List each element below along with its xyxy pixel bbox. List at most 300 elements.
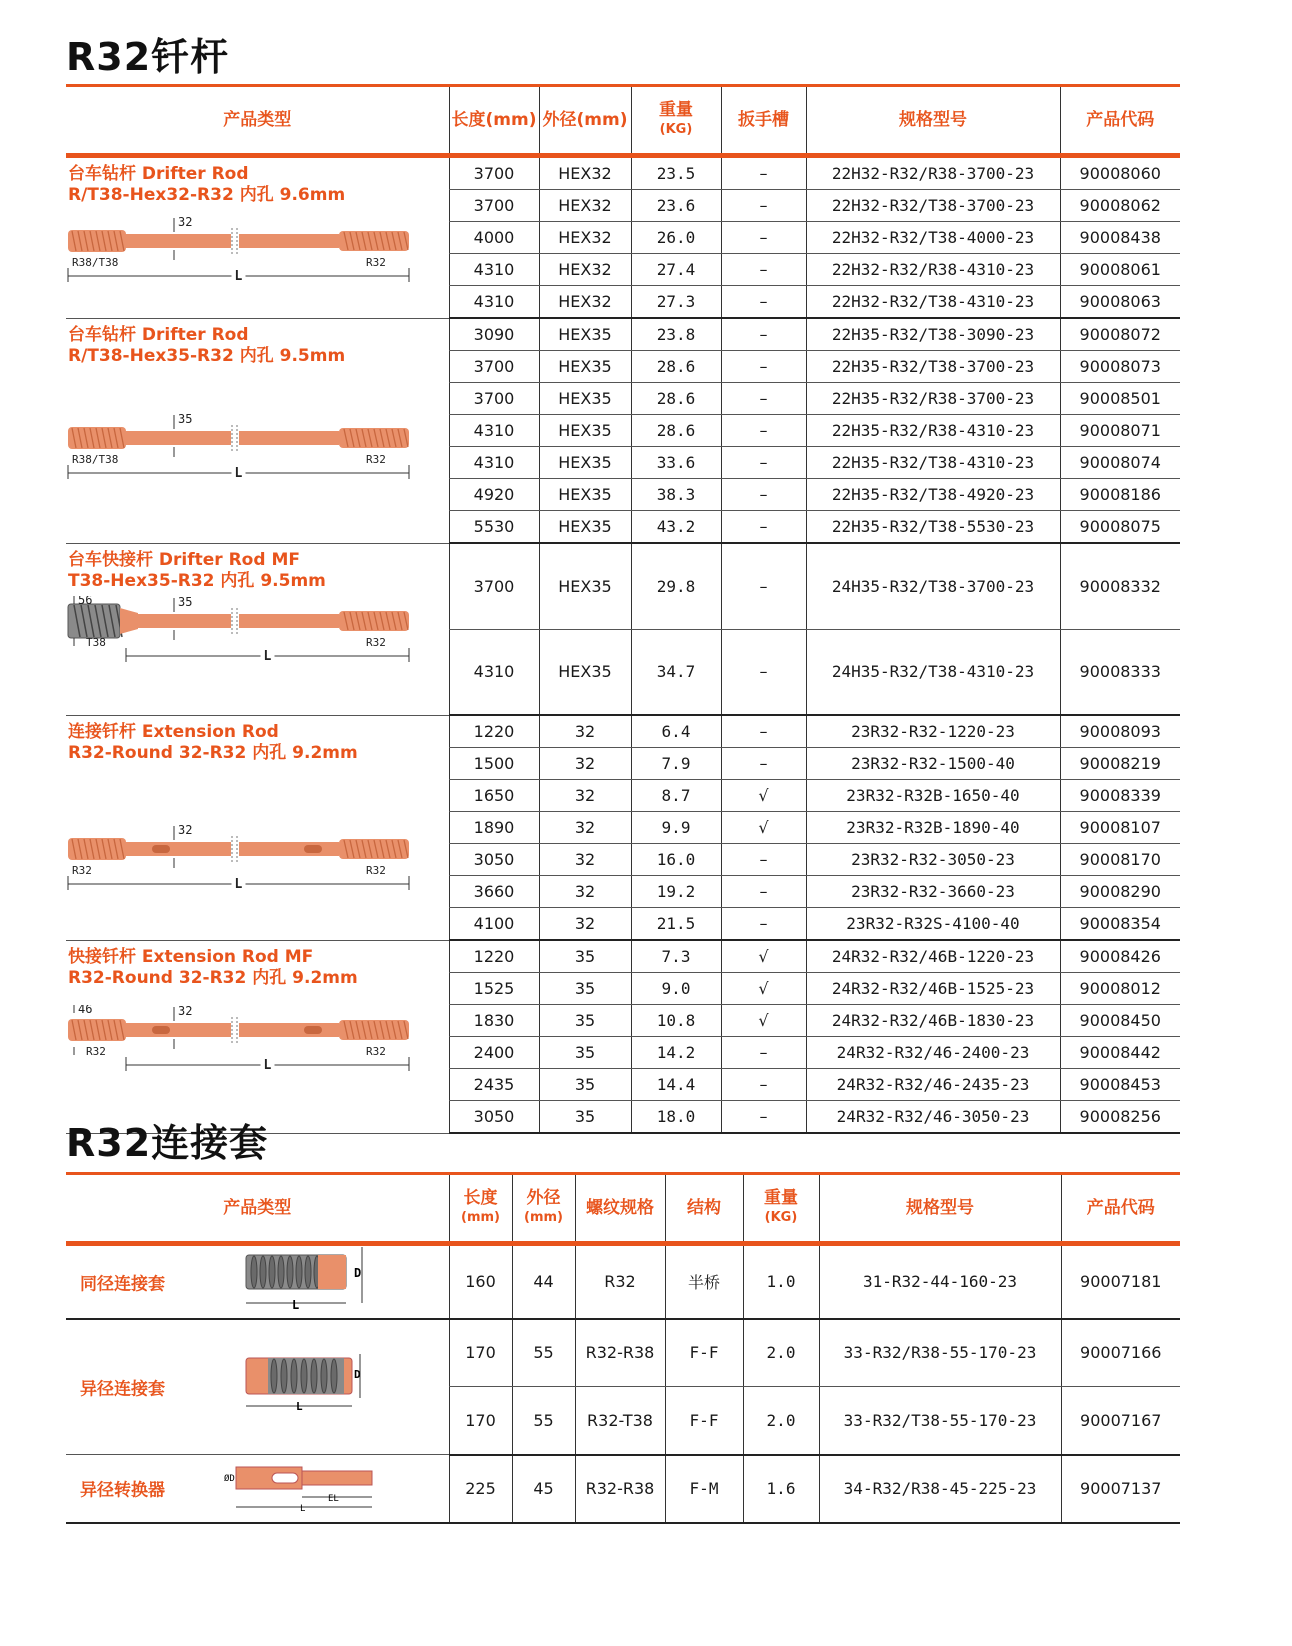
cell-od: 35 bbox=[539, 940, 631, 973]
cell-wrench: – bbox=[721, 1101, 806, 1134]
col2-thread: 螺纹规格 bbox=[575, 1174, 665, 1244]
thread-line bbox=[321, 1359, 327, 1393]
rod-diagram bbox=[66, 1005, 416, 1080]
cell-spec: 22H32-R32/T38-4310-23 bbox=[806, 286, 1060, 319]
col-wrench: 扳手槽 bbox=[721, 86, 806, 156]
cell-wrench: – bbox=[721, 479, 806, 511]
cell-length: 1220 bbox=[449, 715, 539, 748]
cell-code: 90008061 bbox=[1060, 254, 1180, 286]
cell-wrench: – bbox=[721, 383, 806, 415]
coupling-diagram bbox=[242, 1350, 402, 1420]
cell-length: 160 bbox=[449, 1244, 512, 1319]
cell-weight: 43.2 bbox=[631, 511, 721, 544]
rod-body-right bbox=[239, 234, 339, 248]
right-thread-label: R32 bbox=[366, 452, 386, 466]
col2-weight bbox=[743, 1174, 819, 1244]
product-spec: R/T38-Hex32-R32 内孔 9.6mm bbox=[68, 185, 346, 205]
cell-od: 45 bbox=[512, 1455, 575, 1523]
thread-line bbox=[278, 1256, 284, 1288]
cell-code: 90008453 bbox=[1060, 1069, 1180, 1101]
dim-label: 32 bbox=[178, 1004, 193, 1018]
dim2-label: 46 bbox=[78, 1004, 93, 1016]
col-product-type: 产品类型 bbox=[66, 86, 449, 156]
rod-body-left bbox=[126, 1023, 231, 1037]
thread-line bbox=[305, 1256, 311, 1288]
cell-length: 4310 bbox=[449, 629, 539, 715]
product-name: 台车钻杆 Drifter Rod bbox=[68, 164, 249, 184]
l-label: L bbox=[296, 1399, 303, 1413]
rod-body-left bbox=[126, 431, 231, 445]
cell-spec: 23R32-R32-3660-23 bbox=[806, 876, 1060, 908]
rod-body-right bbox=[239, 431, 339, 445]
coupling-illustration bbox=[224, 1451, 384, 1525]
cell-wrench: – bbox=[721, 543, 806, 629]
cell-length: 3700 bbox=[449, 383, 539, 415]
cell-weight: 27.3 bbox=[631, 286, 721, 319]
cell-weight: 33.6 bbox=[631, 447, 721, 479]
thread-line bbox=[296, 1256, 302, 1288]
col2-od bbox=[512, 1174, 575, 1244]
cell-structure: F-F bbox=[665, 1387, 743, 1455]
weight-label: 重量 bbox=[659, 100, 693, 120]
cell-spec: 23R32-R32-1220-23 bbox=[806, 715, 1060, 748]
section-title-rods: R32钎杆 bbox=[66, 35, 230, 79]
cell-spec: 22H32-R32/R38-4310-23 bbox=[806, 254, 1060, 286]
cell-weight: 23.8 bbox=[631, 318, 721, 351]
cell-weight: 19.2 bbox=[631, 876, 721, 908]
cell-wrench: – bbox=[721, 286, 806, 319]
cell-spec: 24R32-R32/46B-1525-23 bbox=[806, 973, 1060, 1005]
thread-line bbox=[281, 1359, 287, 1393]
w2-unit: (KG) bbox=[764, 1210, 798, 1225]
cell-od: 55 bbox=[512, 1387, 575, 1455]
l-label: L bbox=[300, 1504, 306, 1515]
cell-od: HEX32 bbox=[539, 190, 631, 222]
cell-thread: R32-T38 bbox=[575, 1387, 665, 1455]
cell-od: 32 bbox=[539, 844, 631, 876]
cell-spec: 23R32-R32B-1890-40 bbox=[806, 812, 1060, 844]
length-label: L bbox=[234, 269, 243, 284]
table-row bbox=[66, 715, 1180, 748]
cell-wrench: – bbox=[721, 748, 806, 780]
rod-illustration bbox=[66, 1005, 449, 1084]
cell-spec: 33-R32/R38-55-170-23 bbox=[819, 1319, 1061, 1387]
cell-structure: F-F bbox=[665, 1319, 743, 1387]
cell-spec: 24R32-R32/46-2435-23 bbox=[806, 1069, 1060, 1101]
product-name: 同径连接套 bbox=[80, 1274, 165, 1295]
adapter-bore bbox=[272, 1473, 298, 1483]
col-code: 产品代码 bbox=[1060, 86, 1180, 156]
cell-length: 4310 bbox=[449, 447, 539, 479]
cell-length: 3090 bbox=[449, 318, 539, 351]
cell-weight: 27.4 bbox=[631, 254, 721, 286]
cell-wrench: – bbox=[721, 844, 806, 876]
product-cell bbox=[66, 715, 449, 940]
cell-spec: 23R32-R32-1500-40 bbox=[806, 748, 1060, 780]
cell-length: 4920 bbox=[449, 479, 539, 511]
od-label: 外径 bbox=[526, 1188, 561, 1208]
cell-length: 2400 bbox=[449, 1037, 539, 1069]
cell-code: 90008074 bbox=[1060, 447, 1180, 479]
wrench-flat bbox=[152, 845, 170, 853]
left-thread-label: T38 bbox=[86, 635, 106, 649]
cell-length: 1890 bbox=[449, 812, 539, 844]
cell-code: 90007137 bbox=[1061, 1455, 1180, 1523]
right-thread-label: R32 bbox=[366, 1044, 386, 1058]
cell-weight: 2.0 bbox=[743, 1319, 819, 1387]
cell-code: 90008186 bbox=[1060, 479, 1180, 511]
product-name: 连接钎杆 Extension Rod bbox=[68, 721, 279, 742]
cell-wrench: – bbox=[721, 511, 806, 544]
dim2-label: 56 bbox=[78, 595, 93, 607]
thread-line bbox=[331, 1359, 337, 1393]
cell-weight: 28.6 bbox=[631, 351, 721, 383]
cell-wrench: – bbox=[721, 318, 806, 351]
right-thread-label: R32 bbox=[366, 863, 386, 877]
table-row bbox=[66, 940, 1180, 973]
dim-label: 32 bbox=[178, 216, 193, 229]
weight-unit: (KG) bbox=[659, 122, 693, 137]
l-label: L bbox=[292, 1297, 300, 1312]
cell-od: 32 bbox=[539, 715, 631, 748]
product-name: 台车快接杆 Drifter Rod MF bbox=[68, 549, 300, 570]
thread-line bbox=[291, 1359, 297, 1393]
coupling-illustration bbox=[242, 1245, 402, 1319]
cell-spec: 23R32-R32B-1650-40 bbox=[806, 780, 1060, 812]
sleeve-end bbox=[318, 1255, 346, 1289]
cell-length: 2435 bbox=[449, 1069, 539, 1101]
od-unit: (mm) bbox=[524, 1210, 563, 1225]
cell-code: 90008071 bbox=[1060, 415, 1180, 447]
cell-wrench: – bbox=[721, 415, 806, 447]
product-name: 快接钎杆 Extension Rod MF bbox=[68, 946, 314, 967]
cell-weight: 6.4 bbox=[631, 715, 721, 748]
cell-od: HEX35 bbox=[539, 447, 631, 479]
wrench-flat bbox=[152, 1026, 170, 1034]
col-length: 长度(mm) bbox=[449, 86, 539, 156]
section-title-couplings: R32连接套 bbox=[66, 1121, 269, 1165]
cell-thread: R32-R38 bbox=[575, 1455, 665, 1523]
thread-line bbox=[271, 1359, 277, 1393]
neck bbox=[120, 608, 138, 634]
cell-structure: 半桥 bbox=[665, 1244, 743, 1319]
product-name: 台车钻杆 Drifter Rod bbox=[68, 324, 249, 345]
thread-line bbox=[287, 1256, 293, 1288]
rod-body-right bbox=[239, 614, 339, 628]
cell-spec: 22H35-R32/R38-3700-23 bbox=[806, 383, 1060, 415]
cell-od: 32 bbox=[539, 876, 631, 908]
table-row bbox=[66, 543, 1180, 629]
cell-weight: 8.7 bbox=[631, 780, 721, 812]
left-thread-label: R32 bbox=[72, 863, 92, 877]
col-od: 外径(mm) bbox=[539, 86, 631, 156]
d-label: ØD bbox=[224, 1474, 235, 1485]
cell-code: 90008290 bbox=[1060, 876, 1180, 908]
cell-spec: 22H32-R32/R38-3700-23 bbox=[806, 156, 1060, 190]
cell-code: 90008060 bbox=[1060, 156, 1180, 190]
cell-od: HEX35 bbox=[539, 511, 631, 544]
adapter-shank bbox=[302, 1471, 372, 1485]
el-label: EL bbox=[328, 1494, 339, 1505]
product-spec: R32-Round 32-R32 内孔 9.2mm bbox=[68, 967, 358, 988]
cell-length: 170 bbox=[449, 1387, 512, 1455]
table-row bbox=[66, 1455, 1180, 1523]
thread-line bbox=[269, 1256, 275, 1288]
product-cell bbox=[66, 543, 449, 715]
product-cell bbox=[66, 1244, 449, 1319]
left-thread-label: R32 bbox=[86, 1044, 106, 1058]
cell-code: 90008062 bbox=[1060, 190, 1180, 222]
cell-code: 90008219 bbox=[1060, 748, 1180, 780]
cell-od: 35 bbox=[539, 973, 631, 1005]
cell-weight: 9.0 bbox=[631, 973, 721, 1005]
cell-weight: 16.0 bbox=[631, 844, 721, 876]
len-unit: (mm) bbox=[461, 1210, 500, 1225]
cell-length: 1220 bbox=[449, 940, 539, 973]
cell-weight: 1.0 bbox=[743, 1244, 819, 1319]
cell-code: 90008256 bbox=[1060, 1101, 1180, 1134]
cell-od: HEX32 bbox=[539, 156, 631, 190]
rod-body-left bbox=[126, 842, 231, 856]
col-spec: 规格型号 bbox=[806, 86, 1060, 156]
cell-wrench: √ bbox=[721, 780, 806, 812]
cell-wrench: – bbox=[721, 156, 806, 190]
cell-code: 90008063 bbox=[1060, 286, 1180, 319]
col2-product-type: 产品类型 bbox=[66, 1174, 449, 1244]
product-name: 异径转换器 bbox=[80, 1480, 165, 1501]
cell-spec: 34-R32/R38-45-225-23 bbox=[819, 1455, 1061, 1523]
cell-length: 1650 bbox=[449, 780, 539, 812]
cell-code: 90008107 bbox=[1060, 812, 1180, 844]
thread-line bbox=[301, 1359, 307, 1393]
cell-od: 32 bbox=[539, 748, 631, 780]
rod-diagram bbox=[66, 824, 416, 899]
dim-label: 35 bbox=[178, 595, 193, 609]
coupling-illustration bbox=[242, 1350, 402, 1424]
cell-spec: 22H35-R32/T38-4310-23 bbox=[806, 447, 1060, 479]
cell-code: 90008073 bbox=[1060, 351, 1180, 383]
cell-weight: 7.9 bbox=[631, 748, 721, 780]
cell-spec: 22H35-R32/R38-4310-23 bbox=[806, 415, 1060, 447]
cell-spec: 24H35-R32/T38-3700-23 bbox=[806, 543, 1060, 629]
cell-code: 90008072 bbox=[1060, 318, 1180, 351]
wrench-flat bbox=[304, 1026, 322, 1034]
cell-spec: 22H35-R32/T38-5530-23 bbox=[806, 511, 1060, 544]
cell-weight: 29.8 bbox=[631, 543, 721, 629]
cell-length: 3700 bbox=[449, 351, 539, 383]
cell-code: 90008012 bbox=[1060, 973, 1180, 1005]
rod-diagram bbox=[66, 413, 416, 488]
cell-od: HEX35 bbox=[539, 383, 631, 415]
length-label: L bbox=[234, 465, 243, 481]
cell-wrench: √ bbox=[721, 812, 806, 844]
d-label: D bbox=[354, 1367, 361, 1381]
cell-weight: 7.3 bbox=[631, 940, 721, 973]
cell-weight: 28.6 bbox=[631, 415, 721, 447]
length-label: L bbox=[234, 876, 243, 892]
cell-length: 1830 bbox=[449, 1005, 539, 1037]
cell-length: 5530 bbox=[449, 511, 539, 544]
rod-body-right bbox=[239, 842, 339, 856]
cell-od: HEX35 bbox=[539, 479, 631, 511]
rods-table bbox=[66, 84, 1180, 1134]
cell-od: 35 bbox=[539, 1101, 631, 1134]
cell-length: 3700 bbox=[449, 156, 539, 190]
cell-wrench: – bbox=[721, 1037, 806, 1069]
cell-wrench: – bbox=[721, 222, 806, 254]
cell-length: 1525 bbox=[449, 973, 539, 1005]
cell-spec: 24R32-R32/46B-1830-23 bbox=[806, 1005, 1060, 1037]
cell-wrench: – bbox=[721, 1069, 806, 1101]
col2-structure: 结构 bbox=[665, 1174, 743, 1244]
cell-od: 55 bbox=[512, 1319, 575, 1387]
cell-structure: F-M bbox=[665, 1455, 743, 1523]
col-weight bbox=[631, 86, 721, 156]
cell-length: 4310 bbox=[449, 415, 539, 447]
couplings-body bbox=[66, 1244, 1180, 1523]
product-cell bbox=[66, 940, 449, 1133]
cell-spec: 22H35-R32/T38-3090-23 bbox=[806, 318, 1060, 351]
product-spec: R/T38-Hex35-R32 内孔 9.5mm bbox=[68, 345, 346, 366]
cell-thread: R32-R38 bbox=[575, 1319, 665, 1387]
rod-illustration bbox=[66, 824, 449, 903]
cell-length: 225 bbox=[449, 1455, 512, 1523]
col2-spec: 规格型号 bbox=[819, 1174, 1061, 1244]
rod-body-left bbox=[138, 614, 231, 628]
product-cell bbox=[66, 156, 449, 319]
cell-wrench: – bbox=[721, 447, 806, 479]
cell-length: 4100 bbox=[449, 908, 539, 941]
cell-wrench: – bbox=[721, 629, 806, 715]
cell-od: HEX35 bbox=[539, 415, 631, 447]
rod-illustration bbox=[66, 216, 449, 295]
cell-od: HEX35 bbox=[539, 629, 631, 715]
cell-spec: 23R32-R32-3050-23 bbox=[806, 844, 1060, 876]
cell-od: 32 bbox=[539, 908, 631, 941]
cell-code: 90008442 bbox=[1060, 1037, 1180, 1069]
cell-weight: 21.5 bbox=[631, 908, 721, 941]
cell-code: 90008501 bbox=[1060, 383, 1180, 415]
rod-illustration bbox=[66, 596, 449, 675]
cell-spec: 24R32-R32/46-2400-23 bbox=[806, 1037, 1060, 1069]
cell-spec: 22H35-R32/T38-4920-23 bbox=[806, 479, 1060, 511]
cell-spec: 24R32-R32/46B-1220-23 bbox=[806, 940, 1060, 973]
cell-length: 4310 bbox=[449, 286, 539, 319]
cell-code: 90008438 bbox=[1060, 222, 1180, 254]
cell-weight: 23.6 bbox=[631, 190, 721, 222]
cell-code: 90007181 bbox=[1061, 1244, 1180, 1319]
cell-weight: 14.4 bbox=[631, 1069, 721, 1101]
cell-weight: 2.0 bbox=[743, 1387, 819, 1455]
cell-wrench: √ bbox=[721, 973, 806, 1005]
wrench-flat bbox=[304, 845, 322, 853]
product-spec: T38-Hex35-R32 内孔 9.5mm bbox=[68, 570, 326, 591]
cell-length: 3700 bbox=[449, 543, 539, 629]
rods-body bbox=[66, 156, 1180, 1134]
rod-diagram bbox=[66, 216, 416, 291]
rod-diagram bbox=[66, 596, 416, 671]
cell-weight: 18.0 bbox=[631, 1101, 721, 1134]
cell-wrench: – bbox=[721, 876, 806, 908]
table-row bbox=[66, 318, 1180, 351]
cell-thread: R32 bbox=[575, 1244, 665, 1319]
cell-code: 90007166 bbox=[1061, 1319, 1180, 1387]
left-thread-label: R38/T38 bbox=[72, 452, 119, 466]
right-thread-label: R32 bbox=[366, 635, 386, 649]
cell-spec: 24H35-R32/T38-4310-23 bbox=[806, 629, 1060, 715]
cell-code: 90008354 bbox=[1060, 908, 1180, 941]
thread-line bbox=[260, 1256, 266, 1288]
cell-wrench: – bbox=[721, 190, 806, 222]
cell-weight: 26.0 bbox=[631, 222, 721, 254]
cell-wrench: √ bbox=[721, 940, 806, 973]
dim-label: 32 bbox=[178, 823, 193, 837]
right-thread-label: R32 bbox=[366, 256, 386, 269]
cell-wrench: √ bbox=[721, 1005, 806, 1037]
cell-code: 90008426 bbox=[1060, 940, 1180, 973]
cell-od: 44 bbox=[512, 1244, 575, 1319]
cell-code: 90008333 bbox=[1060, 629, 1180, 715]
cell-weight: 23.5 bbox=[631, 156, 721, 190]
cell-spec: 22H35-R32/T38-3700-23 bbox=[806, 351, 1060, 383]
cell-od: HEX35 bbox=[539, 543, 631, 629]
w2-label: 重量 bbox=[764, 1188, 798, 1208]
coupling-diagram bbox=[242, 1245, 402, 1315]
cell-weight: 38.3 bbox=[631, 479, 721, 511]
cell-length: 4310 bbox=[449, 254, 539, 286]
cell-length: 4000 bbox=[449, 222, 539, 254]
cell-length: 3660 bbox=[449, 876, 539, 908]
cell-spec: 22H32-R32/T38-4000-23 bbox=[806, 222, 1060, 254]
left-thread-label: R38/T38 bbox=[72, 256, 119, 269]
length-label: L bbox=[263, 1057, 272, 1073]
len-label: 长度 bbox=[463, 1188, 498, 1208]
cell-od: HEX32 bbox=[539, 286, 631, 319]
rod-illustration bbox=[66, 413, 449, 492]
d-label: D bbox=[354, 1265, 362, 1280]
cell-od: HEX32 bbox=[539, 254, 631, 286]
cell-code: 90008450 bbox=[1060, 1005, 1180, 1037]
cell-weight: 14.2 bbox=[631, 1037, 721, 1069]
couplings-table bbox=[66, 1172, 1180, 1524]
cell-spec: 22H32-R32/T38-3700-23 bbox=[806, 190, 1060, 222]
cell-weight: 10.8 bbox=[631, 1005, 721, 1037]
cell-weight: 34.7 bbox=[631, 629, 721, 715]
cell-wrench: – bbox=[721, 254, 806, 286]
cell-length: 170 bbox=[449, 1319, 512, 1387]
length-label: L bbox=[263, 648, 272, 664]
rod-body-right bbox=[239, 1023, 339, 1037]
product-name: 异径连接套 bbox=[80, 1379, 165, 1400]
cell-spec: 24R32-R32/46-3050-23 bbox=[806, 1101, 1060, 1134]
cell-length: 3050 bbox=[449, 1101, 539, 1134]
product-cell bbox=[66, 1455, 449, 1523]
dim-label: 35 bbox=[178, 412, 193, 426]
cell-spec: 23R32-R32S-4100-40 bbox=[806, 908, 1060, 941]
cell-code: 90008093 bbox=[1060, 715, 1180, 748]
table-row bbox=[66, 156, 1180, 190]
cell-code: 90008170 bbox=[1060, 844, 1180, 876]
cell-od: 35 bbox=[539, 1005, 631, 1037]
cell-code: 90007167 bbox=[1061, 1387, 1180, 1455]
cell-length: 3700 bbox=[449, 190, 539, 222]
cell-od: 35 bbox=[539, 1069, 631, 1101]
thread-line bbox=[311, 1359, 317, 1393]
rod-body-left bbox=[126, 234, 231, 248]
cell-od: HEX32 bbox=[539, 222, 631, 254]
cell-od: HEX35 bbox=[539, 351, 631, 383]
product-cell bbox=[66, 1319, 449, 1455]
